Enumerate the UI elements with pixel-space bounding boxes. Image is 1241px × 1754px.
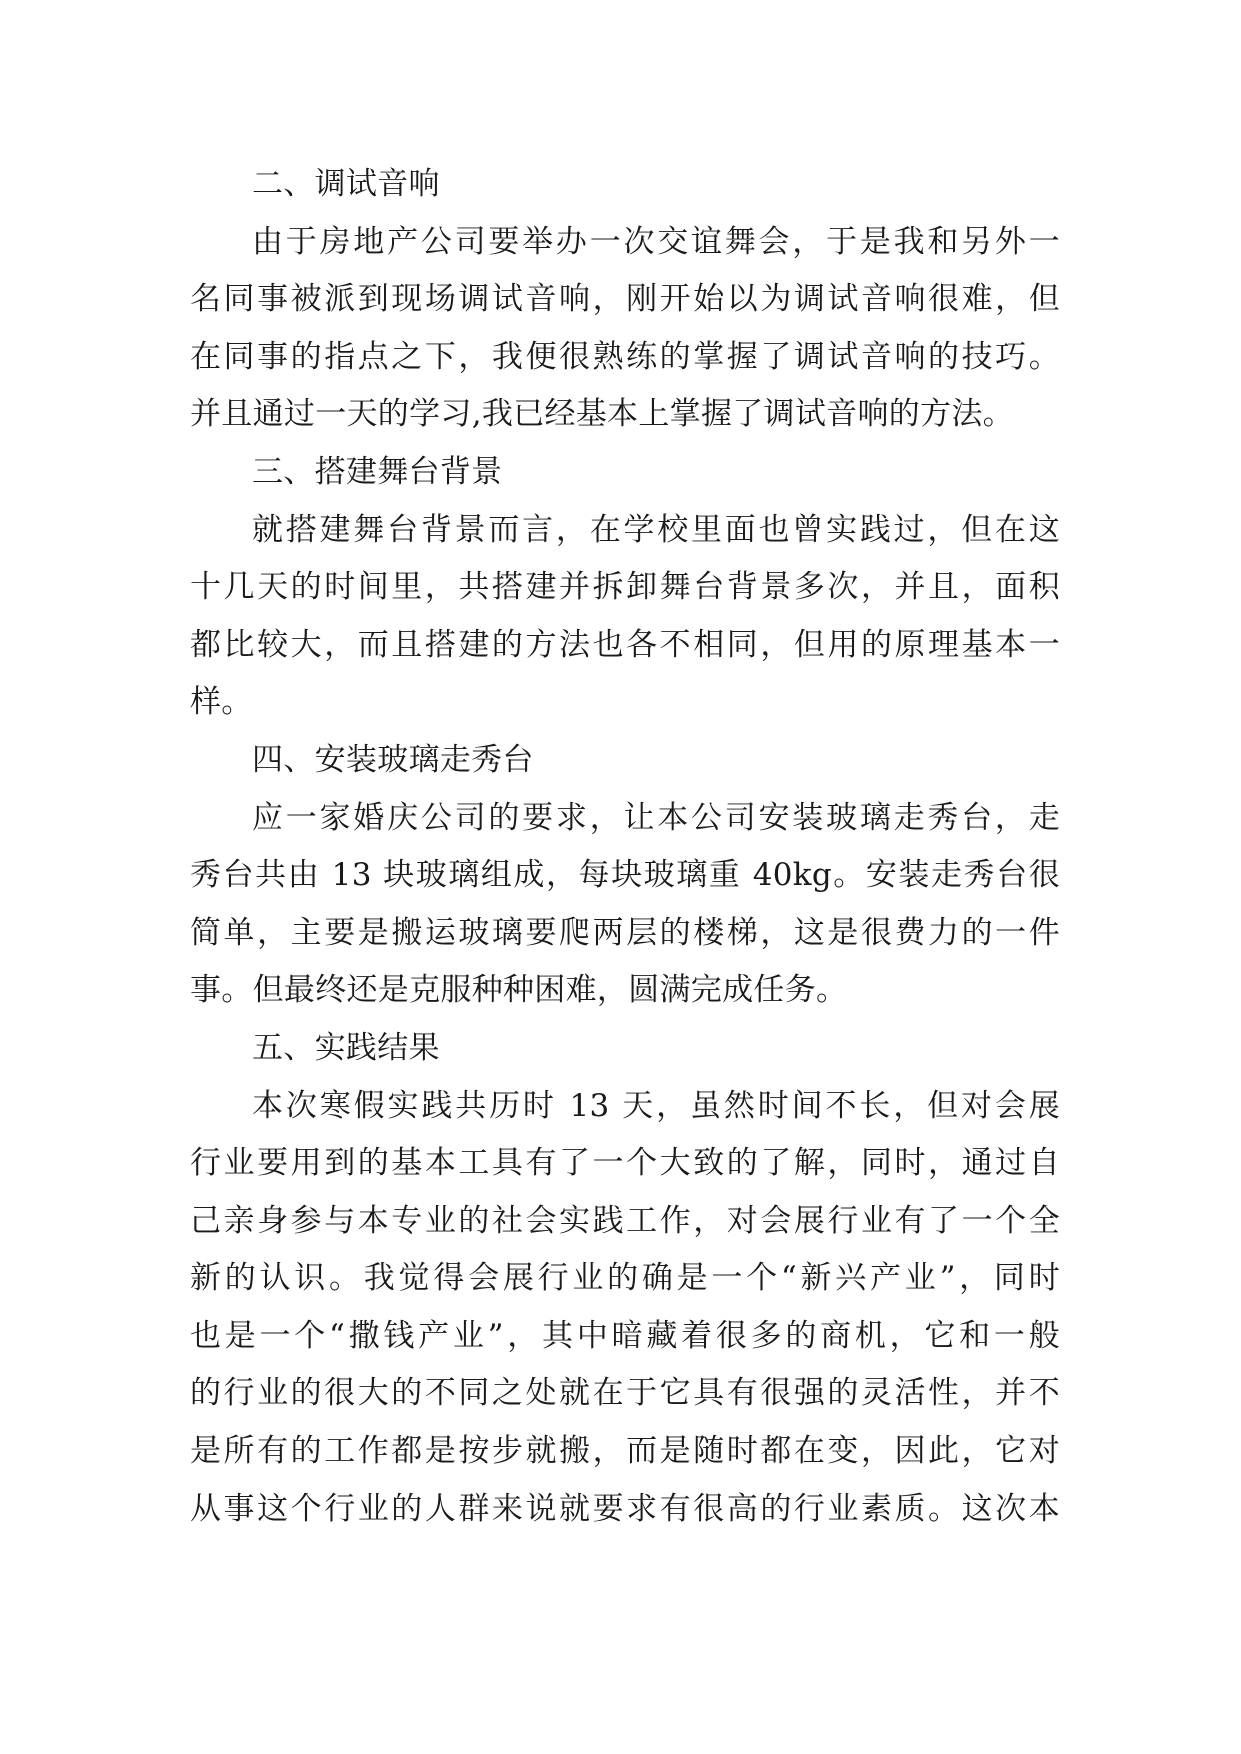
paragraph-line: 是所有的工作都是按步就搬，而是随时都在变，因此，它对 — [190, 1433, 1060, 1470]
paragraph-line: 事。但最终还是克服种种困难，圆满完成任务。 — [190, 972, 848, 1009]
section-heading-4: 四、安装玻璃走秀台 — [252, 741, 534, 778]
paragraph-line: 也是一个“撒钱产业”，其中暗藏着很多的商机，它和一般 — [190, 1317, 1060, 1354]
paragraph-line: 就搭建舞台背景而言，在学校里面也曾实践过，但在这 — [252, 511, 1060, 548]
paragraph-line: 都比较大，而且搭建的方法也各不相同，但用的原理基本一 — [190, 626, 1060, 663]
paragraph-line: 的行业的很大的不同之处就在于它具有很强的灵活性，并不 — [190, 1375, 1060, 1412]
paragraph-line: 样。 — [190, 684, 253, 721]
paragraph-line: 十几天的时间里，共搭建并拆卸舞台背景多次，并且，面积 — [190, 569, 1060, 606]
paragraph-line: 简单，主要是搬运玻璃要爬两层的楼梯，这是很费力的一件 — [190, 914, 1060, 951]
section-heading-3: 三、搭建舞台背景 — [252, 453, 503, 490]
paragraph-line: 在同事的指点之下，我便很熟练的掌握了调试音响的技巧。 — [190, 338, 1060, 375]
paragraph-line: 并且通过一天的学习,我已经基本上掌握了调试音响的方法。 — [190, 396, 1014, 433]
paragraph-line: 新的认识。我觉得会展行业的确是一个“新兴产业”，同时 — [190, 1260, 1060, 1297]
paragraph-line: 己亲身参与本专业的社会实践工作，对会展行业有了一个全 — [190, 1202, 1060, 1239]
paragraph-line: 从事这个行业的人群来说就要求有很高的行业素质。这次本 — [190, 1490, 1060, 1527]
paragraph-line: 秀台共由 13 块玻璃组成，每块玻璃重 40kg。安装走秀台很 — [190, 857, 1060, 894]
section-heading-2: 二、调试音响 — [252, 166, 440, 202]
paragraph-line: 本次寒假实践共历时 13 天，虽然时间不长，但对会展 — [252, 1087, 1060, 1124]
paragraph-line: 名同事被派到现场调试音响，刚开始以为调试音响很难，但 — [190, 281, 1060, 318]
document-body — [190, 156, 1060, 1538]
paragraph-line: 行业要用到的基本工具有了一个大致的了解，同时，通过自 — [190, 1145, 1060, 1182]
paragraph-line: 应一家婚庆公司的要求，让本公司安装玻璃走秀台，走 — [252, 799, 1060, 836]
section-heading-5: 五、实践结果 — [252, 1029, 440, 1066]
paragraph-line: 由于房地产公司要举办一次交谊舞会，于是我和另外一 — [252, 223, 1060, 260]
